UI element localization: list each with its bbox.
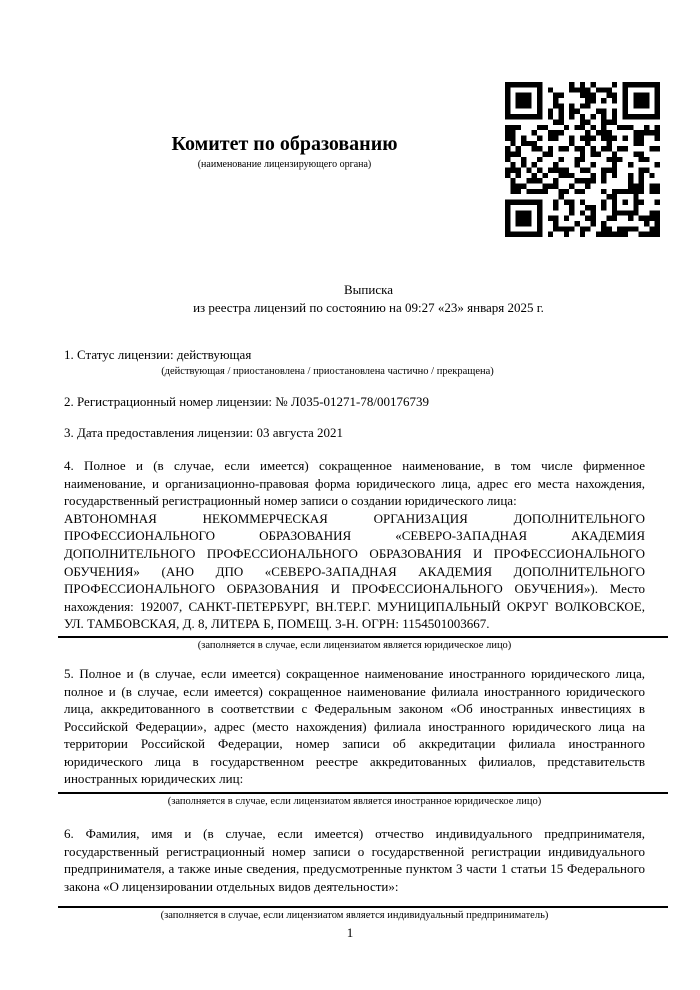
- document-title-line1: Выписка: [344, 282, 393, 297]
- qr-code-image: [505, 82, 660, 237]
- document-title: [64, 281, 645, 316]
- divider-line: [58, 792, 668, 794]
- section-individual-entrepreneur: [64, 825, 645, 923]
- licensing-authority-caption: (наименование лицензирующего органа): [197, 159, 372, 170]
- legal-entity-caption: (заполняется в случае, если лицензиатом является юридическое лицо): [197, 639, 512, 651]
- individual-entrepreneur-text: 6. Фамилия, имя и (в случае, если имеется) отчество индивидуального предпринимателя, государственный регистрационный номер записи о государственной регистрации индивидуального предпринимателя, а также иные сведения, предусмотренные пунктом 3 части 1 статьи 15 Федерального закона «О лицензировании отдельных видов деятельности»:: [64, 826, 645, 894]
- license-status-options-caption: (действующая / приостановлена / приостановлена частично / прекращена): [161, 365, 494, 377]
- divider-line: [58, 906, 668, 908]
- foreign-entity-text: 5. Полное и (в случае, если имеется) сокращенное наименование иностранного юридического лица, полное и (в случае, если имеется) сокращенное наименование филиала иностранного юридического лица, аккредитованного в соответствии с Федеральным законом «Об иностранных инвестициях в Российской Федерации», адрес (место нахождения) филиала иностранного юридического лица на территории Российской Федерации, номер записи об аккредитации филиала иностранного юридического лица в государственном реестре аккредитованных филиалов, представительств иностранных юридических лиц:: [64, 665, 645, 787]
- licensing-authority-name: Комитет по образованию: [171, 133, 398, 155]
- section-legal-entity: [64, 457, 645, 653]
- section-foreign-entity: [64, 665, 645, 809]
- legal-entity-text: 4. Полное и (в случае, если имеется) сокращенное наименование, в том числе фирменное наименование, и организационно-правовая форма юридического лица, адрес его места нахождения, государственный регистрационный номер записи о создании юридического лица:: [64, 457, 645, 509]
- section-registration-number: [64, 393, 645, 411]
- section-grant-date: [64, 424, 645, 442]
- page-number: 1: [346, 925, 354, 940]
- grant-date-text: 3. Дата предоставления лицензии: 03 августа 2021: [64, 425, 344, 441]
- qr-code-icon: [505, 82, 660, 237]
- divider-line: [58, 636, 668, 638]
- foreign-entity-caption: (заполняется в случае, если лицензиатом является иностранное юридическое лицо): [167, 796, 542, 808]
- document-header: [64, 0, 505, 171]
- license-status-text: 1. Статус лицензии: действующая: [64, 347, 252, 363]
- legal-entity-value: АВТОНОМНАЯ НЕКОММЕРЧЕСКАЯ ОРГАНИЗАЦИЯ ДОПОЛНИТЕЛЬНОГО ПРОФЕССИОНАЛЬНОГО ОБРАЗОВАНИЯ «СЕВЕРО-ЗАПАДНАЯ АКАДЕМИЯ ДОПОЛНИТЕЛЬНОГО ПРОФЕССИОНАЛЬНОГО ОБРАЗОВАНИЯ И ПРОФЕССИОНАЛЬНОГО ОБУЧЕНИЯ» (АНО ДПО «СЕВЕРО-ЗАПАДНАЯ АКАДЕМИЯ ДОПОЛНИТЕЛЬНОГО ПРОФЕССИОНАЛЬНОГО ОБРАЗОВАНИЯ И ПРОФЕССИОНАЛЬНОГО ОБУЧЕНИЯ»). Место нахождения: 192007, САНКТ-ПЕТЕРБУРГ, ВН.ТЕР.Г. МУНИЦИПАЛЬНЫЙ ОКРУГ ВОЛКОВСКОЕ, УЛ. ТАМБОВСКАЯ, Д. 8, ЛИТЕРА Б, ПОМЕЩ. 3-Н. ОГРН: 1154501003667.: [64, 510, 645, 632]
- registration-number-text: 2. Регистрационный номер лицензии: № Л035-01271-78/00176739: [64, 393, 430, 409]
- individual-entrepreneur-caption: (заполняется в случае, если лицензиатом является индивидуальный предприниматель): [160, 910, 549, 922]
- legal-entity-paragraph: [64, 457, 645, 633]
- document-title-line2: из реестра лицензий по состоянию на 09:27 «23» января 2025 г.: [193, 299, 544, 315]
- section-license-status: [64, 346, 645, 379]
